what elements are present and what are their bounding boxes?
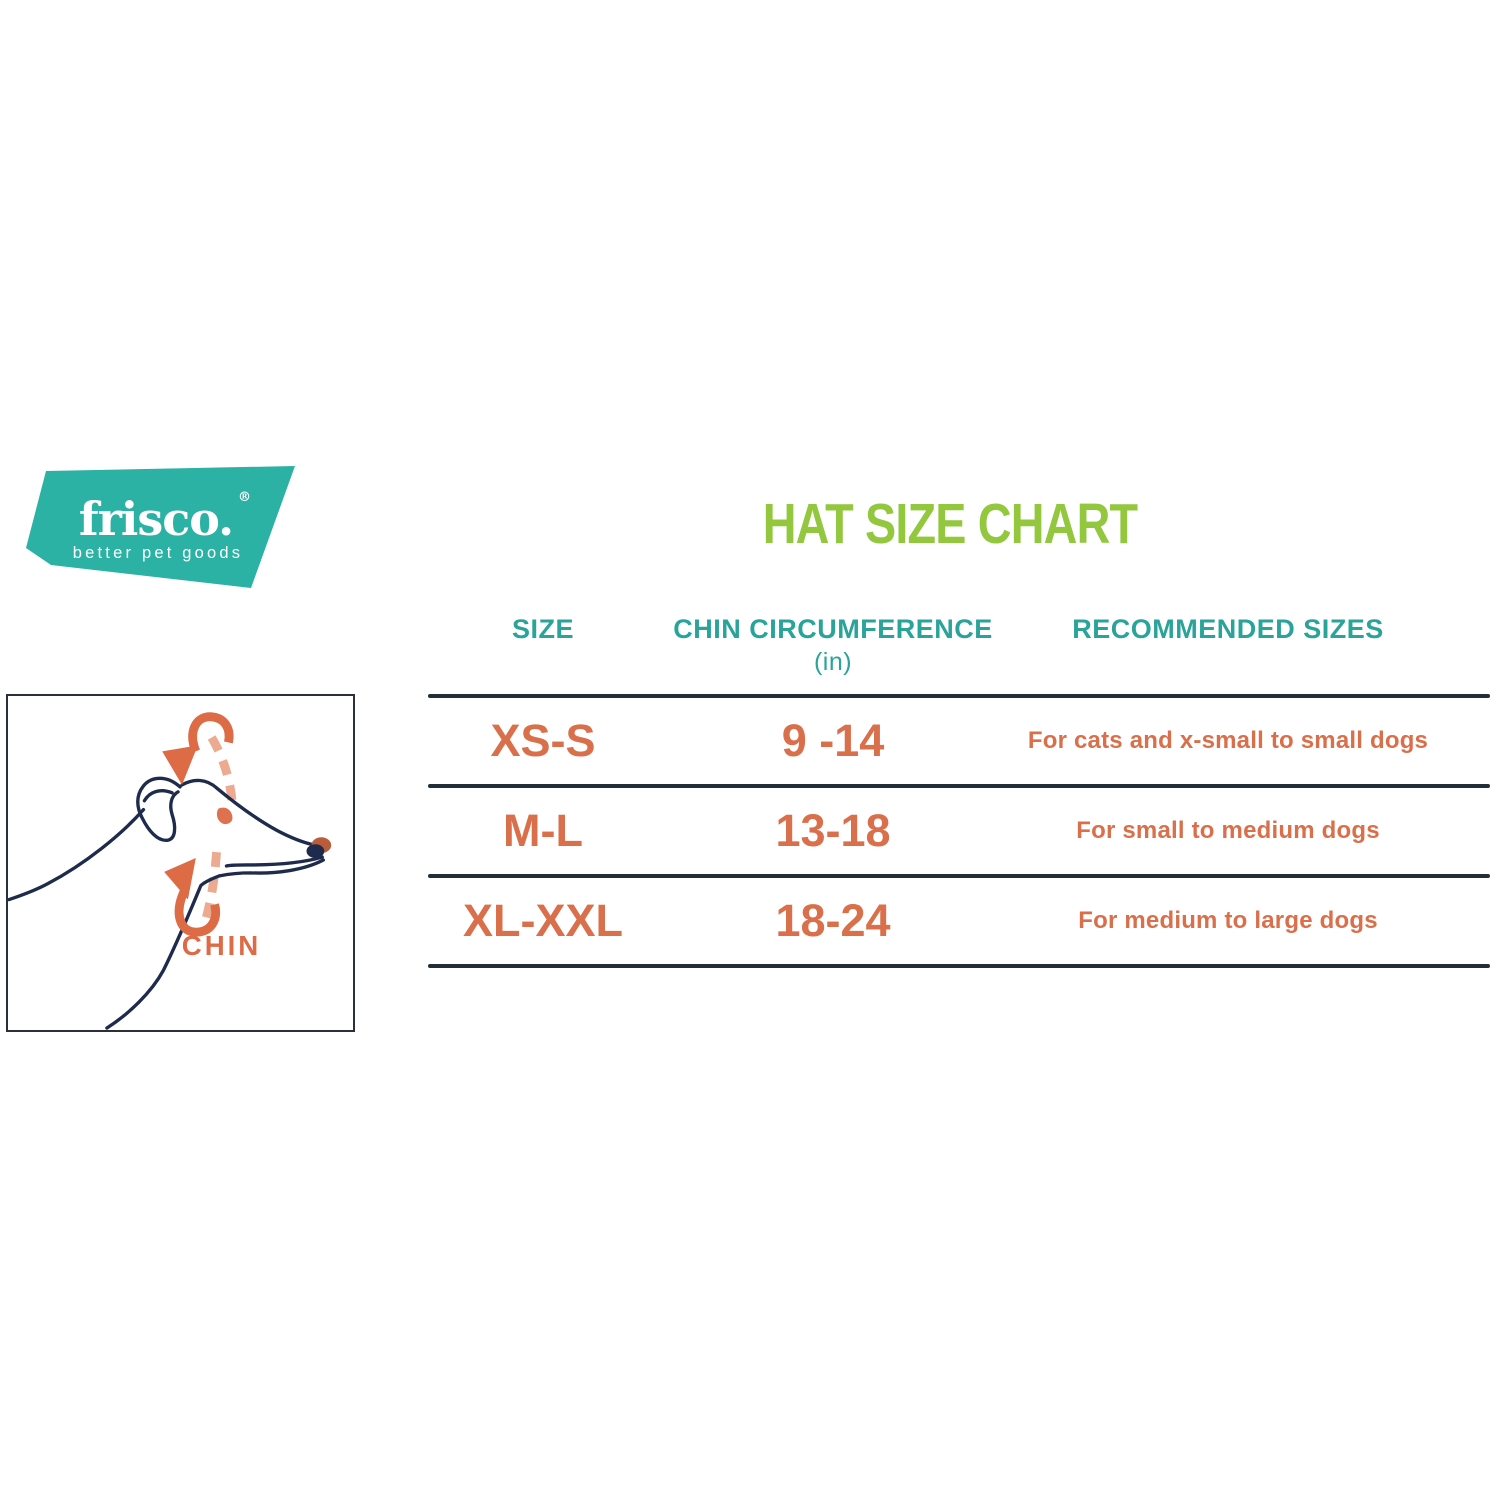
- measuring-tape-dashed-line: [205, 738, 233, 924]
- size-table: [428, 606, 1490, 968]
- bottom-measure-arrow: [164, 858, 215, 932]
- logo-brand-text: frisco.: [78, 492, 234, 546]
- top-measure-arrow: [162, 717, 229, 785]
- dog-outline: [9, 778, 323, 1028]
- row-chin-value: 13-18: [775, 805, 891, 856]
- logo-tagline: better pet goods: [72, 544, 244, 562]
- row-chin-value: 18-24: [775, 895, 891, 946]
- table-row: [428, 788, 1490, 874]
- table-rule: [428, 964, 1490, 968]
- row-size-value: XS-S: [490, 715, 596, 766]
- table-header-row: [428, 606, 1490, 694]
- table-row: [428, 878, 1490, 964]
- frisco-logo: [26, 461, 310, 593]
- table-row: [428, 698, 1490, 784]
- row-recommended-value: For cats and x-small to small dogs: [1027, 727, 1429, 754]
- header-chin-circumference: [658, 615, 1008, 677]
- header-chin-label: CHIN CIRCUMFERENCE: [673, 614, 993, 644]
- dash-eye-accent: [217, 808, 233, 824]
- dog-nose: [306, 844, 324, 858]
- row-recommended-value: For medium to large dogs: [1078, 907, 1378, 934]
- logo-registered-mark: ®: [238, 490, 251, 505]
- row-size-value: M-L: [503, 805, 583, 856]
- row-recommended-value: For small to medium dogs: [1076, 817, 1380, 844]
- dog-head-diagram: [8, 696, 353, 1030]
- header-recommended-sizes: RECOMMENDED SIZES: [1072, 614, 1384, 644]
- chin-label: CHIN: [181, 929, 262, 961]
- page-title: HAT SIZE CHART: [762, 492, 1138, 556]
- chin-measurement-illustration: [6, 694, 355, 1032]
- header-chin-unit: (in): [813, 647, 853, 676]
- row-chin-value: 9 -14: [781, 715, 885, 766]
- row-size-value: XL-XXL: [462, 895, 623, 946]
- header-size: SIZE: [511, 614, 574, 644]
